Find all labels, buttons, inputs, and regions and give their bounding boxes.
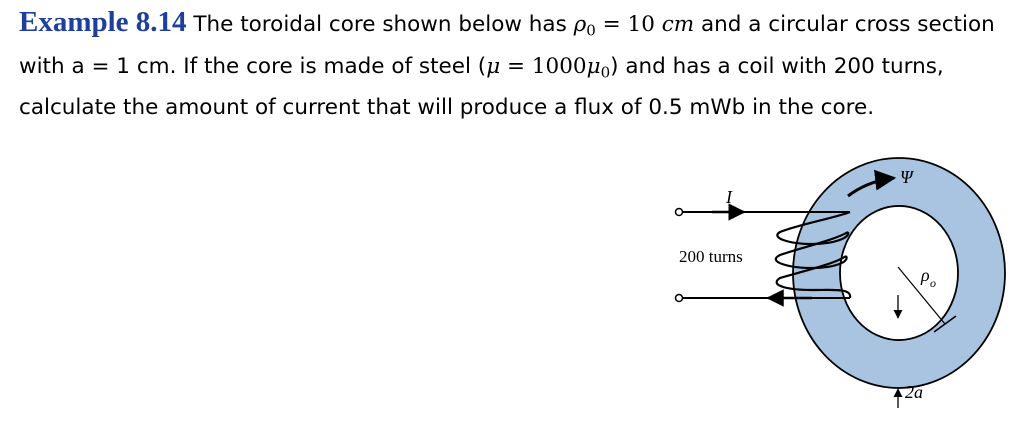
current-label: I [726,187,732,207]
radius-subscript: o [930,276,936,290]
toroid-core [793,158,1005,388]
cm-unit: cm [661,12,695,37]
diameter-label: 2a [905,382,923,402]
mu-symbol: μ [486,53,501,79]
rho0-subscript: 0 [586,21,596,40]
example-label: Example 8.14 [19,6,187,38]
terminal-bottom [676,295,683,302]
mu0-symbol: μ [586,53,601,79]
equals-thousand: = 1000 [500,53,587,79]
radius-label: ρ [921,265,930,285]
turns-label: 200 turns [679,247,743,266]
flux-label: Ψ [900,167,913,187]
problem-text-1: The toroidal core shown below has [186,12,574,37]
equals-ten: = 10 [595,12,662,37]
rho0-symbol: ρ [573,12,587,37]
mu0-subscript: 0 [600,63,611,81]
terminal-top [676,209,683,216]
problem-text-3: ) and has a coil with 200 turns, calculate the amount of current that will produce a flux of 0.5 mWb in the core. [19,53,944,120]
problem-text-2: and a circular cross section with a = 1 cm. If the core is made of steel ( [19,12,995,79]
